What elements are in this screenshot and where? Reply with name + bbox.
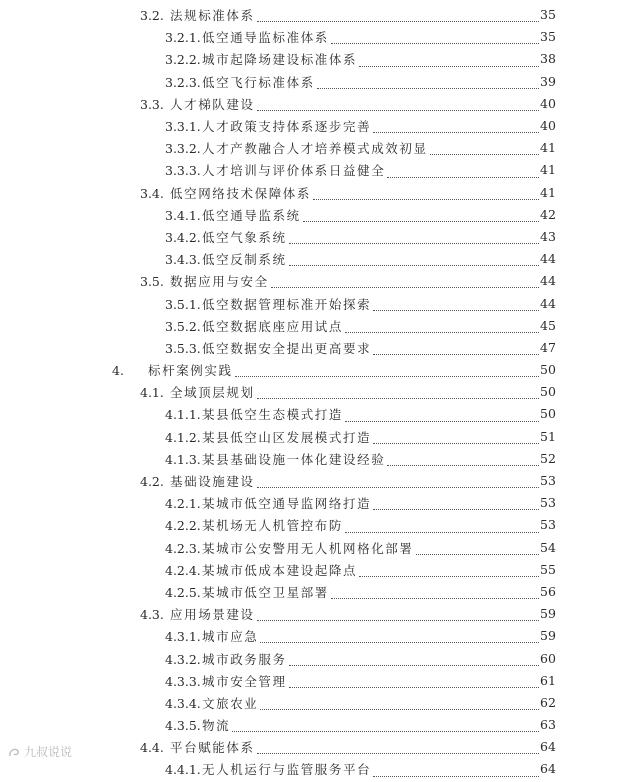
toc-entry-number: 4.1.2.: [165, 429, 201, 445]
toc-entry-title: 城市安全管理: [202, 673, 287, 689]
toc-entry-title: 某机场无人机管控布防: [202, 518, 344, 534]
toc-entry-title: 某县低空生态模式打造: [202, 407, 344, 423]
dot-leader: [345, 532, 539, 533]
toc-entry-title: 某县基础设施一体化建设经验: [202, 451, 386, 467]
toc-entry-title: 应用场景建设: [170, 606, 255, 622]
dot-leader: [359, 576, 539, 577]
toc-entry[interactable]: [0, 493, 643, 515]
dot-leader: [387, 465, 539, 466]
toc-entry-number: 4.3.1.: [165, 629, 201, 645]
tail-swirl-icon: [8, 745, 22, 759]
dot-leader: [257, 753, 539, 754]
toc-entry[interactable]: [0, 293, 643, 315]
toc-entry[interactable]: [0, 382, 643, 404]
toc-entry-page-number: 59: [540, 606, 556, 622]
toc-entry-number: 4.2.4.: [165, 562, 201, 578]
toc-entry-number: 3.3.: [140, 96, 164, 112]
toc-entry-page-number: 44: [540, 251, 556, 267]
toc-entry-number: 4.4.: [140, 740, 164, 756]
toc-entry-page-number: 41: [540, 184, 556, 200]
toc-entry[interactable]: [0, 471, 643, 493]
dot-leader: [416, 554, 539, 555]
toc-entry-title: 基础设施建设: [170, 473, 255, 489]
toc-entry-number: 4.1.3.: [165, 451, 201, 467]
toc-entry[interactable]: [0, 648, 643, 670]
toc-entry-page-number: 55: [540, 561, 556, 577]
toc-entry-number: 3.2.3.: [165, 74, 201, 90]
toc-entry-title: 物流: [202, 717, 231, 733]
toc-entry-page-number: 38: [540, 51, 556, 67]
toc-entry-number: 3.4.: [140, 185, 164, 201]
dot-leader: [257, 398, 539, 399]
toc-entry-page-number: 42: [540, 206, 556, 222]
dot-leader: [345, 332, 539, 333]
toc-entry[interactable]: [0, 5, 643, 27]
toc-entry-title: 法规标准体系: [170, 7, 255, 23]
table-of-contents: [0, 5, 643, 782]
dot-leader: [289, 687, 539, 688]
toc-entry-number: 4.2.1.: [165, 495, 201, 511]
dot-leader: [257, 21, 539, 22]
dot-leader: [387, 177, 539, 178]
toc-entry[interactable]: [0, 249, 643, 271]
dot-leader: [289, 665, 539, 666]
dot-leader: [257, 620, 539, 621]
toc-entry-number: 3.4.2.: [165, 229, 201, 245]
toc-entry-number: 4.: [112, 362, 124, 378]
dot-leader: [331, 43, 539, 44]
toc-entry[interactable]: [0, 604, 643, 626]
toc-entry-number: 3.3.2.: [165, 140, 201, 156]
watermark-text: 九叔说说: [24, 745, 73, 759]
toc-entry[interactable]: [0, 515, 643, 537]
toc-entry-title: 低空数据管理标准开始探索: [202, 296, 372, 312]
toc-entry-number: 4.3.5.: [165, 717, 201, 733]
toc-entry-page-number: 64: [540, 739, 556, 755]
toc-entry-title: 低空飞行标准体系: [202, 74, 315, 90]
toc-entry-number: 4.4.1.: [165, 762, 201, 778]
toc-entry-title: 城市应急: [202, 629, 259, 645]
toc-entry-title: 城市起降场建设标准体系: [202, 52, 358, 68]
toc-entry[interactable]: [0, 27, 643, 49]
toc-entry-number: 4.2.3.: [165, 540, 201, 556]
toc-entry-page-number: 40: [540, 95, 556, 111]
toc-entry-title: 全域顶层规划: [170, 385, 255, 401]
toc-entry-title: 某城市低空通导监网络打造: [202, 495, 372, 511]
toc-entry-number: 4.1.1.: [165, 407, 201, 423]
toc-entry-title: 人才培训与评价体系日益健全: [202, 163, 386, 179]
dot-leader: [235, 376, 539, 377]
toc-entry[interactable]: [0, 737, 643, 759]
toc-entry-title: 低空反制系统: [202, 251, 287, 267]
toc-entry-page-number: 62: [540, 694, 556, 710]
dot-leader: [232, 731, 539, 732]
dot-leader: [260, 709, 539, 710]
toc-entry[interactable]: [0, 271, 643, 293]
toc-entry-title: 城市政务服务: [202, 651, 287, 667]
toc-entry-page-number: 61: [540, 672, 556, 688]
toc-entry-number: 4.3.3.: [165, 673, 201, 689]
toc-entry-title: 低空数据底座应用试点: [202, 318, 344, 334]
dot-leader: [289, 243, 539, 244]
toc-entry-title: 某城市低空卫星部署: [202, 584, 329, 600]
toc-entry-number: 3.5.1.: [165, 296, 201, 312]
dot-leader: [430, 154, 539, 155]
toc-entry-title: 某城市公安警用无人机网格化部署: [202, 540, 414, 556]
toc-entry[interactable]: [0, 138, 643, 160]
toc-entry-number: 3.3.3.: [165, 163, 201, 179]
toc-entry-number: 4.1.: [140, 385, 164, 401]
dot-leader: [331, 598, 539, 599]
toc-entry[interactable]: [0, 227, 643, 249]
toc-entry-page-number: 53: [540, 517, 556, 533]
toc-entry[interactable]: [0, 160, 643, 182]
toc-entry-number: 3.2.: [140, 7, 164, 23]
toc-entry-title: 某城市低成本建设起降点: [202, 562, 358, 578]
dot-leader: [317, 88, 539, 89]
toc-entry-number: 3.3.1.: [165, 118, 201, 134]
toc-entry-title: 平台赋能体系: [170, 740, 255, 756]
toc-entry-page-number: 63: [540, 717, 556, 733]
toc-entry-page-number: 51: [540, 428, 556, 444]
toc-entry-number: 4.2.2.: [165, 518, 201, 534]
dot-leader: [271, 287, 539, 288]
dot-leader: [345, 421, 539, 422]
toc-entry-number: 3.5.: [140, 274, 164, 290]
toc-entry-page-number: 41: [540, 140, 556, 156]
toc-entry[interactable]: [0, 759, 643, 781]
toc-entry[interactable]: [0, 360, 643, 382]
toc-entry-page-number: 59: [540, 628, 556, 644]
toc-entry-title: 标杆案例实践: [148, 362, 233, 378]
toc-entry[interactable]: [0, 49, 643, 71]
dot-leader: [373, 132, 539, 133]
dot-leader: [373, 443, 539, 444]
toc-entry-title: 无人机运行与监管服务平台: [202, 762, 372, 778]
toc-entry[interactable]: [0, 715, 643, 737]
dot-leader: [289, 265, 539, 266]
toc-entry-number: 3.2.2.: [165, 52, 201, 68]
toc-entry-number: 3.2.1.: [165, 30, 201, 46]
toc-entry[interactable]: [0, 449, 643, 471]
toc-entry-page-number: 43: [540, 228, 556, 244]
toc-entry-number: 4.3.: [140, 606, 164, 622]
dot-leader: [373, 776, 539, 777]
toc-entry-title: 低空通导监系统: [202, 207, 301, 223]
toc-entry[interactable]: [0, 427, 643, 449]
dot-leader: [373, 354, 539, 355]
toc-entry-page-number: 53: [540, 495, 556, 511]
toc-entry-title: 人才政策支持体系逐步完善: [202, 118, 372, 134]
toc-entry-page-number: 54: [540, 539, 556, 555]
toc-entry[interactable]: [0, 94, 643, 116]
toc-entry-number: 4.2.5.: [165, 584, 201, 600]
toc-entry-page-number: 40: [540, 118, 556, 134]
toc-entry[interactable]: [0, 693, 643, 715]
toc-entry-page-number: 39: [540, 73, 556, 89]
toc-entry-title: 低空气象系统: [202, 229, 287, 245]
toc-entry-title: 文旅农业: [202, 695, 259, 711]
toc-entry[interactable]: [0, 560, 643, 582]
dot-leader: [257, 110, 539, 111]
toc-entry[interactable]: [0, 538, 643, 560]
toc-entry[interactable]: [0, 626, 643, 648]
dot-leader: [257, 487, 539, 488]
toc-entry[interactable]: [0, 116, 643, 138]
toc-entry-page-number: 44: [540, 295, 556, 311]
toc-entry-page-number: 44: [540, 273, 556, 289]
toc-entry[interactable]: [0, 205, 643, 227]
watermark: [8, 743, 72, 760]
toc-entry-number: 3.5.2.: [165, 318, 201, 334]
toc-entry[interactable]: [0, 582, 643, 604]
dot-leader: [260, 642, 539, 643]
toc-entry[interactable]: [0, 183, 643, 205]
toc-entry-title: 低空通导监标准体系: [202, 30, 329, 46]
toc-entry-page-number: 60: [540, 650, 556, 666]
toc-entry[interactable]: [0, 72, 643, 94]
toc-entry-page-number: 64: [540, 761, 556, 777]
toc-entry-page-number: 47: [540, 339, 556, 355]
toc-entry-page-number: 52: [540, 450, 556, 466]
toc-entry-title: 人才梯队建设: [170, 96, 255, 112]
toc-entry-number: 3.4.1.: [165, 207, 201, 223]
toc-entry-number: 4.2.: [140, 473, 164, 489]
toc-entry-page-number: 50: [540, 384, 556, 400]
dot-leader: [373, 509, 539, 510]
toc-entry[interactable]: [0, 338, 643, 360]
toc-entry[interactable]: [0, 316, 643, 338]
dot-leader: [303, 221, 539, 222]
toc-entry-page-number: 35: [540, 29, 556, 45]
toc-entry-number: 3.4.3.: [165, 251, 201, 267]
toc-entry-title: 人才产教融合人才培养模式成效初显: [202, 140, 428, 156]
toc-entry-title: 低空数据安全提出更高要求: [202, 340, 372, 356]
toc-entry[interactable]: [0, 404, 643, 426]
toc-entry-title: 低空网络技术保障体系: [170, 185, 312, 201]
toc-entry-page-number: 56: [540, 583, 556, 599]
toc-entry-page-number: 41: [540, 162, 556, 178]
toc-entry[interactable]: [0, 671, 643, 693]
toc-entry-page-number: 50: [540, 406, 556, 422]
toc-entry-page-number: 53: [540, 473, 556, 489]
toc-entry-number: 4.3.4.: [165, 695, 201, 711]
toc-entry-page-number: 50: [540, 362, 556, 378]
dot-leader: [359, 66, 539, 67]
toc-entry-number: 4.3.2.: [165, 651, 201, 667]
toc-entry-title: 某县低空山区发展模式打造: [202, 429, 372, 445]
dot-leader: [373, 310, 539, 311]
toc-entry-page-number: 35: [540, 7, 556, 23]
toc-entry-number: 3.5.3.: [165, 340, 201, 356]
toc-entry-title: 数据应用与安全: [170, 274, 269, 290]
toc-entry-page-number: 45: [540, 317, 556, 333]
dot-leader: [313, 199, 539, 200]
